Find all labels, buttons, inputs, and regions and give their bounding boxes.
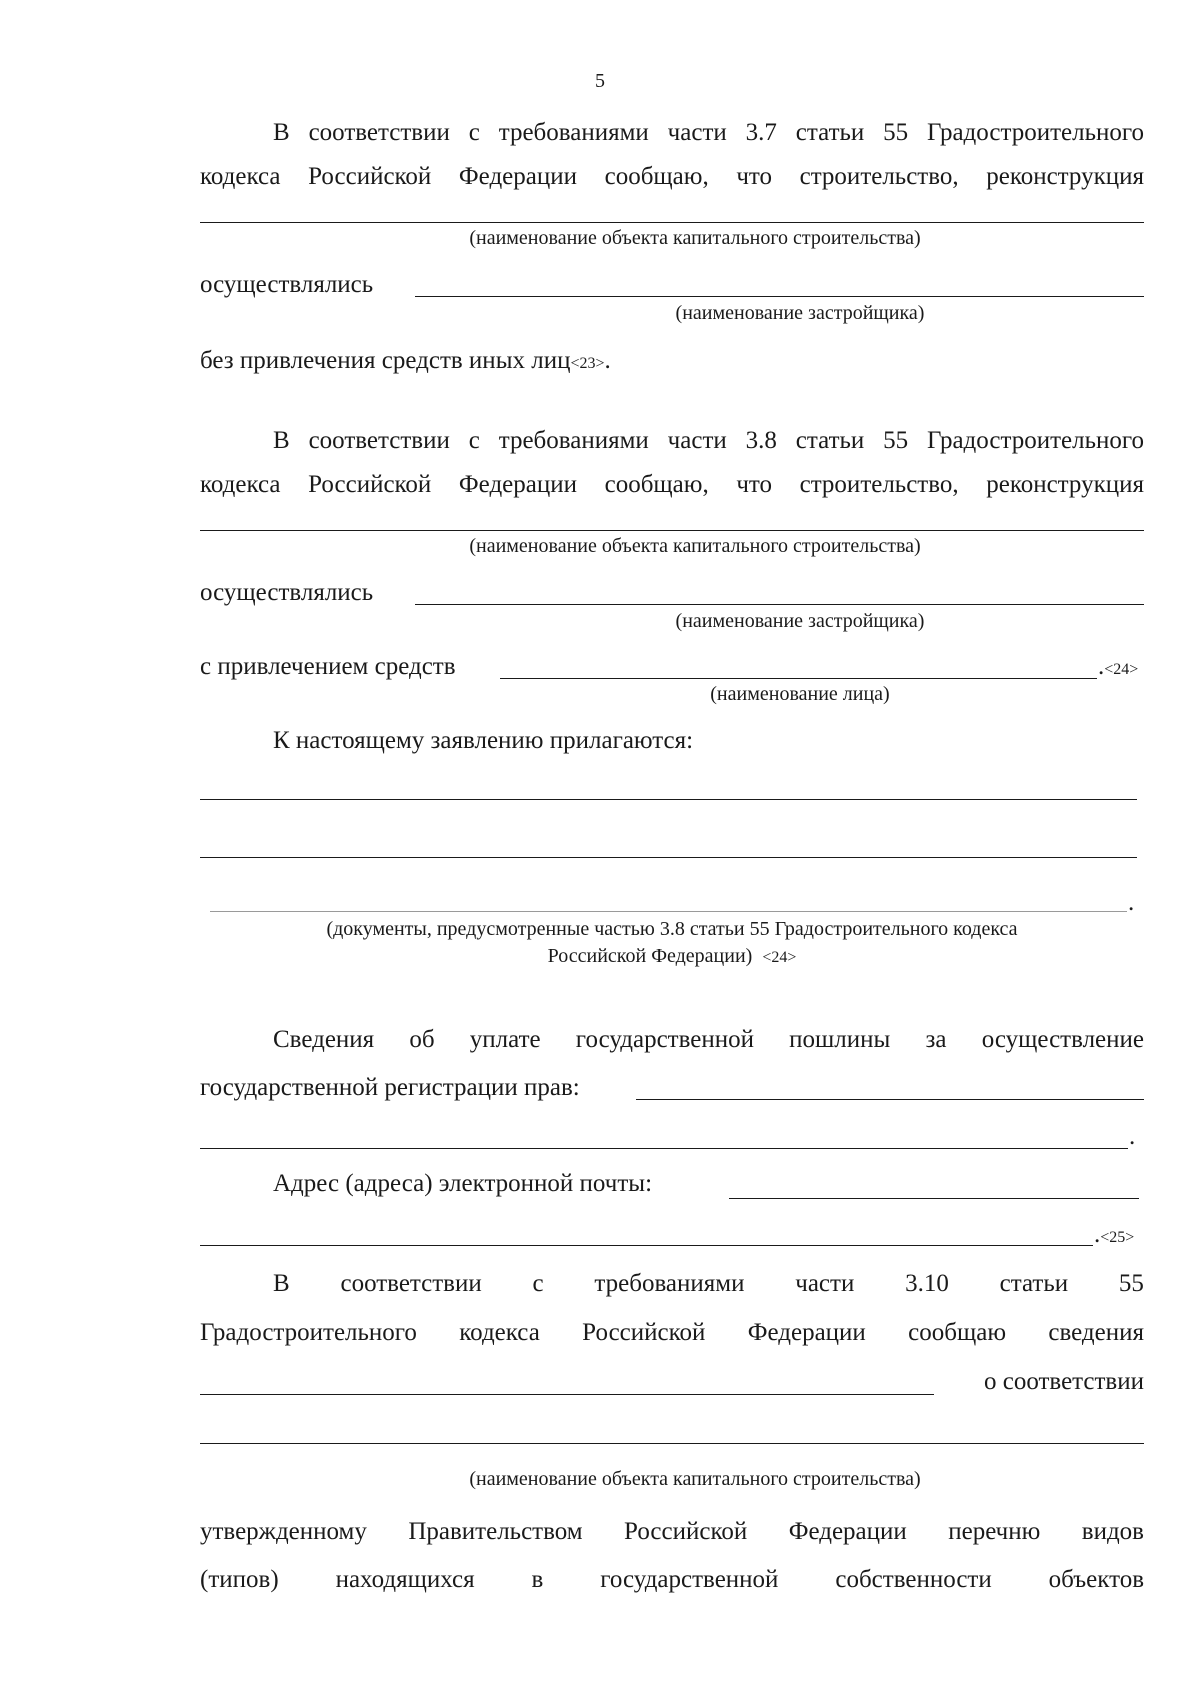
object-name-caption-3-8: (наименование объекта капитального строительства)	[469, 535, 921, 557]
paragraph-3-8-line-1: В соответствии с требованиями части 3.8 статьи 55 Градостроительного	[273, 427, 1144, 454]
footnote-ref-24: <24>	[1104, 661, 1139, 678]
attachments-caption-line-2	[200, 946, 1144, 966]
state-fee-field-line-1[interactable]	[636, 1099, 1144, 1100]
paragraph-3-7-line-2: кодекса Российской Федерации сообщаю, что строительство, реконструкция	[200, 163, 1144, 190]
person-name-caption: (наименование лица)	[710, 683, 890, 705]
email-field-line-1[interactable]	[729, 1198, 1139, 1199]
object-name-field-3-10[interactable]	[200, 1443, 1144, 1444]
footnote-ref-23: <23>	[570, 355, 605, 372]
footnote-ref-25: <25>	[1100, 1229, 1135, 1246]
object-name-field-3-8[interactable]	[200, 530, 1144, 531]
footnote-ref-24: <24>	[762, 949, 797, 966]
paragraph-3-7-line-1: В соответствии с требованиями части 3.7 статьи 55 Градостроительного	[273, 119, 1144, 146]
word: с	[532, 1270, 544, 1297]
word: объектов	[1048, 1566, 1144, 1593]
attachments-field-line-2[interactable]	[200, 857, 1137, 858]
with-funds-end	[1098, 654, 1138, 679]
developer-name-caption-3-7: (наименование застройщика)	[675, 302, 925, 324]
attachments-end-period: .	[1128, 889, 1135, 916]
paragraph-3-10-line-4	[200, 1567, 1144, 1592]
attachments-heading: К настоящему заявлению прилагаются:	[273, 727, 694, 754]
paragraph-3-10-line-2: Градостроительного кодекса Российской Федерации сообщаю сведения	[200, 1319, 1144, 1346]
carried-out-label-3-7: осуществлялись	[200, 271, 374, 298]
object-name-caption-3-10: (наименование объекта капитального строительства)	[469, 1468, 921, 1490]
word: В	[273, 1270, 290, 1297]
email-end	[1094, 1222, 1134, 1247]
state-fee-field-line-2[interactable]	[200, 1148, 1128, 1149]
state-fee-line-2-label: государственной регистрации прав:	[200, 1074, 580, 1101]
carried-out-label-3-8: осуществлялись	[200, 579, 374, 606]
end-period: .	[604, 347, 611, 374]
paragraph-3-10-line-1	[273, 1271, 1144, 1296]
word: государственной	[600, 1566, 779, 1593]
end-period: .	[1098, 653, 1105, 680]
without-funds-text: без привлечения средств иных лиц	[200, 347, 571, 374]
compliance-text: о соответствии	[983, 1368, 1144, 1395]
attachments-caption-text: Российской Федерации)	[547, 945, 753, 967]
word: 55	[1118, 1270, 1144, 1297]
end-period: .	[1094, 1221, 1101, 1248]
funding-person-field[interactable]	[500, 678, 1097, 679]
object-name-field-3-7[interactable]	[200, 222, 1144, 223]
compliance-field[interactable]	[200, 1394, 934, 1395]
attachments-field-line-3[interactable]	[210, 911, 1127, 912]
paragraph-3-10-line-3: утвержденному Правительством Российской Федерации перечню видов	[200, 1518, 1144, 1545]
word: собственности	[835, 1566, 992, 1593]
paragraph-3-8-line-2: кодекса Российской Федерации сообщаю, что строительство, реконструкция	[200, 471, 1144, 498]
word: находящихся	[335, 1566, 475, 1593]
word: 3.10	[905, 1270, 949, 1297]
word: соответствии	[340, 1270, 482, 1297]
state-fee-end-period: .	[1129, 1123, 1136, 1150]
attachments-field-line-1[interactable]	[200, 799, 1137, 800]
without-funds-sentence	[200, 348, 611, 373]
word: (типов)	[200, 1566, 279, 1593]
word: части	[795, 1270, 855, 1297]
developer-name-caption-3-8: (наименование застройщика)	[675, 610, 925, 632]
developer-name-field-3-7[interactable]	[415, 296, 1144, 297]
word: в	[531, 1566, 544, 1593]
word: требованиями	[594, 1270, 745, 1297]
state-fee-line-1: Сведения об уплате государственной пошлины за осуществление	[273, 1026, 1144, 1053]
attachments-caption-line-1: (документы, предусмотренные частью 3.8 статьи 55 Градостроительного кодекса	[326, 918, 1018, 940]
email-label: Адрес (адреса) электронной почты:	[273, 1170, 653, 1197]
developer-name-field-3-8[interactable]	[415, 604, 1144, 605]
with-funds-label: с привлечением средств	[200, 653, 456, 680]
word: статьи	[999, 1270, 1069, 1297]
page-number: 5	[595, 70, 605, 92]
object-name-caption-3-7: (наименование объекта капитального строительства)	[469, 227, 921, 249]
email-field-line-2[interactable]	[200, 1245, 1093, 1246]
